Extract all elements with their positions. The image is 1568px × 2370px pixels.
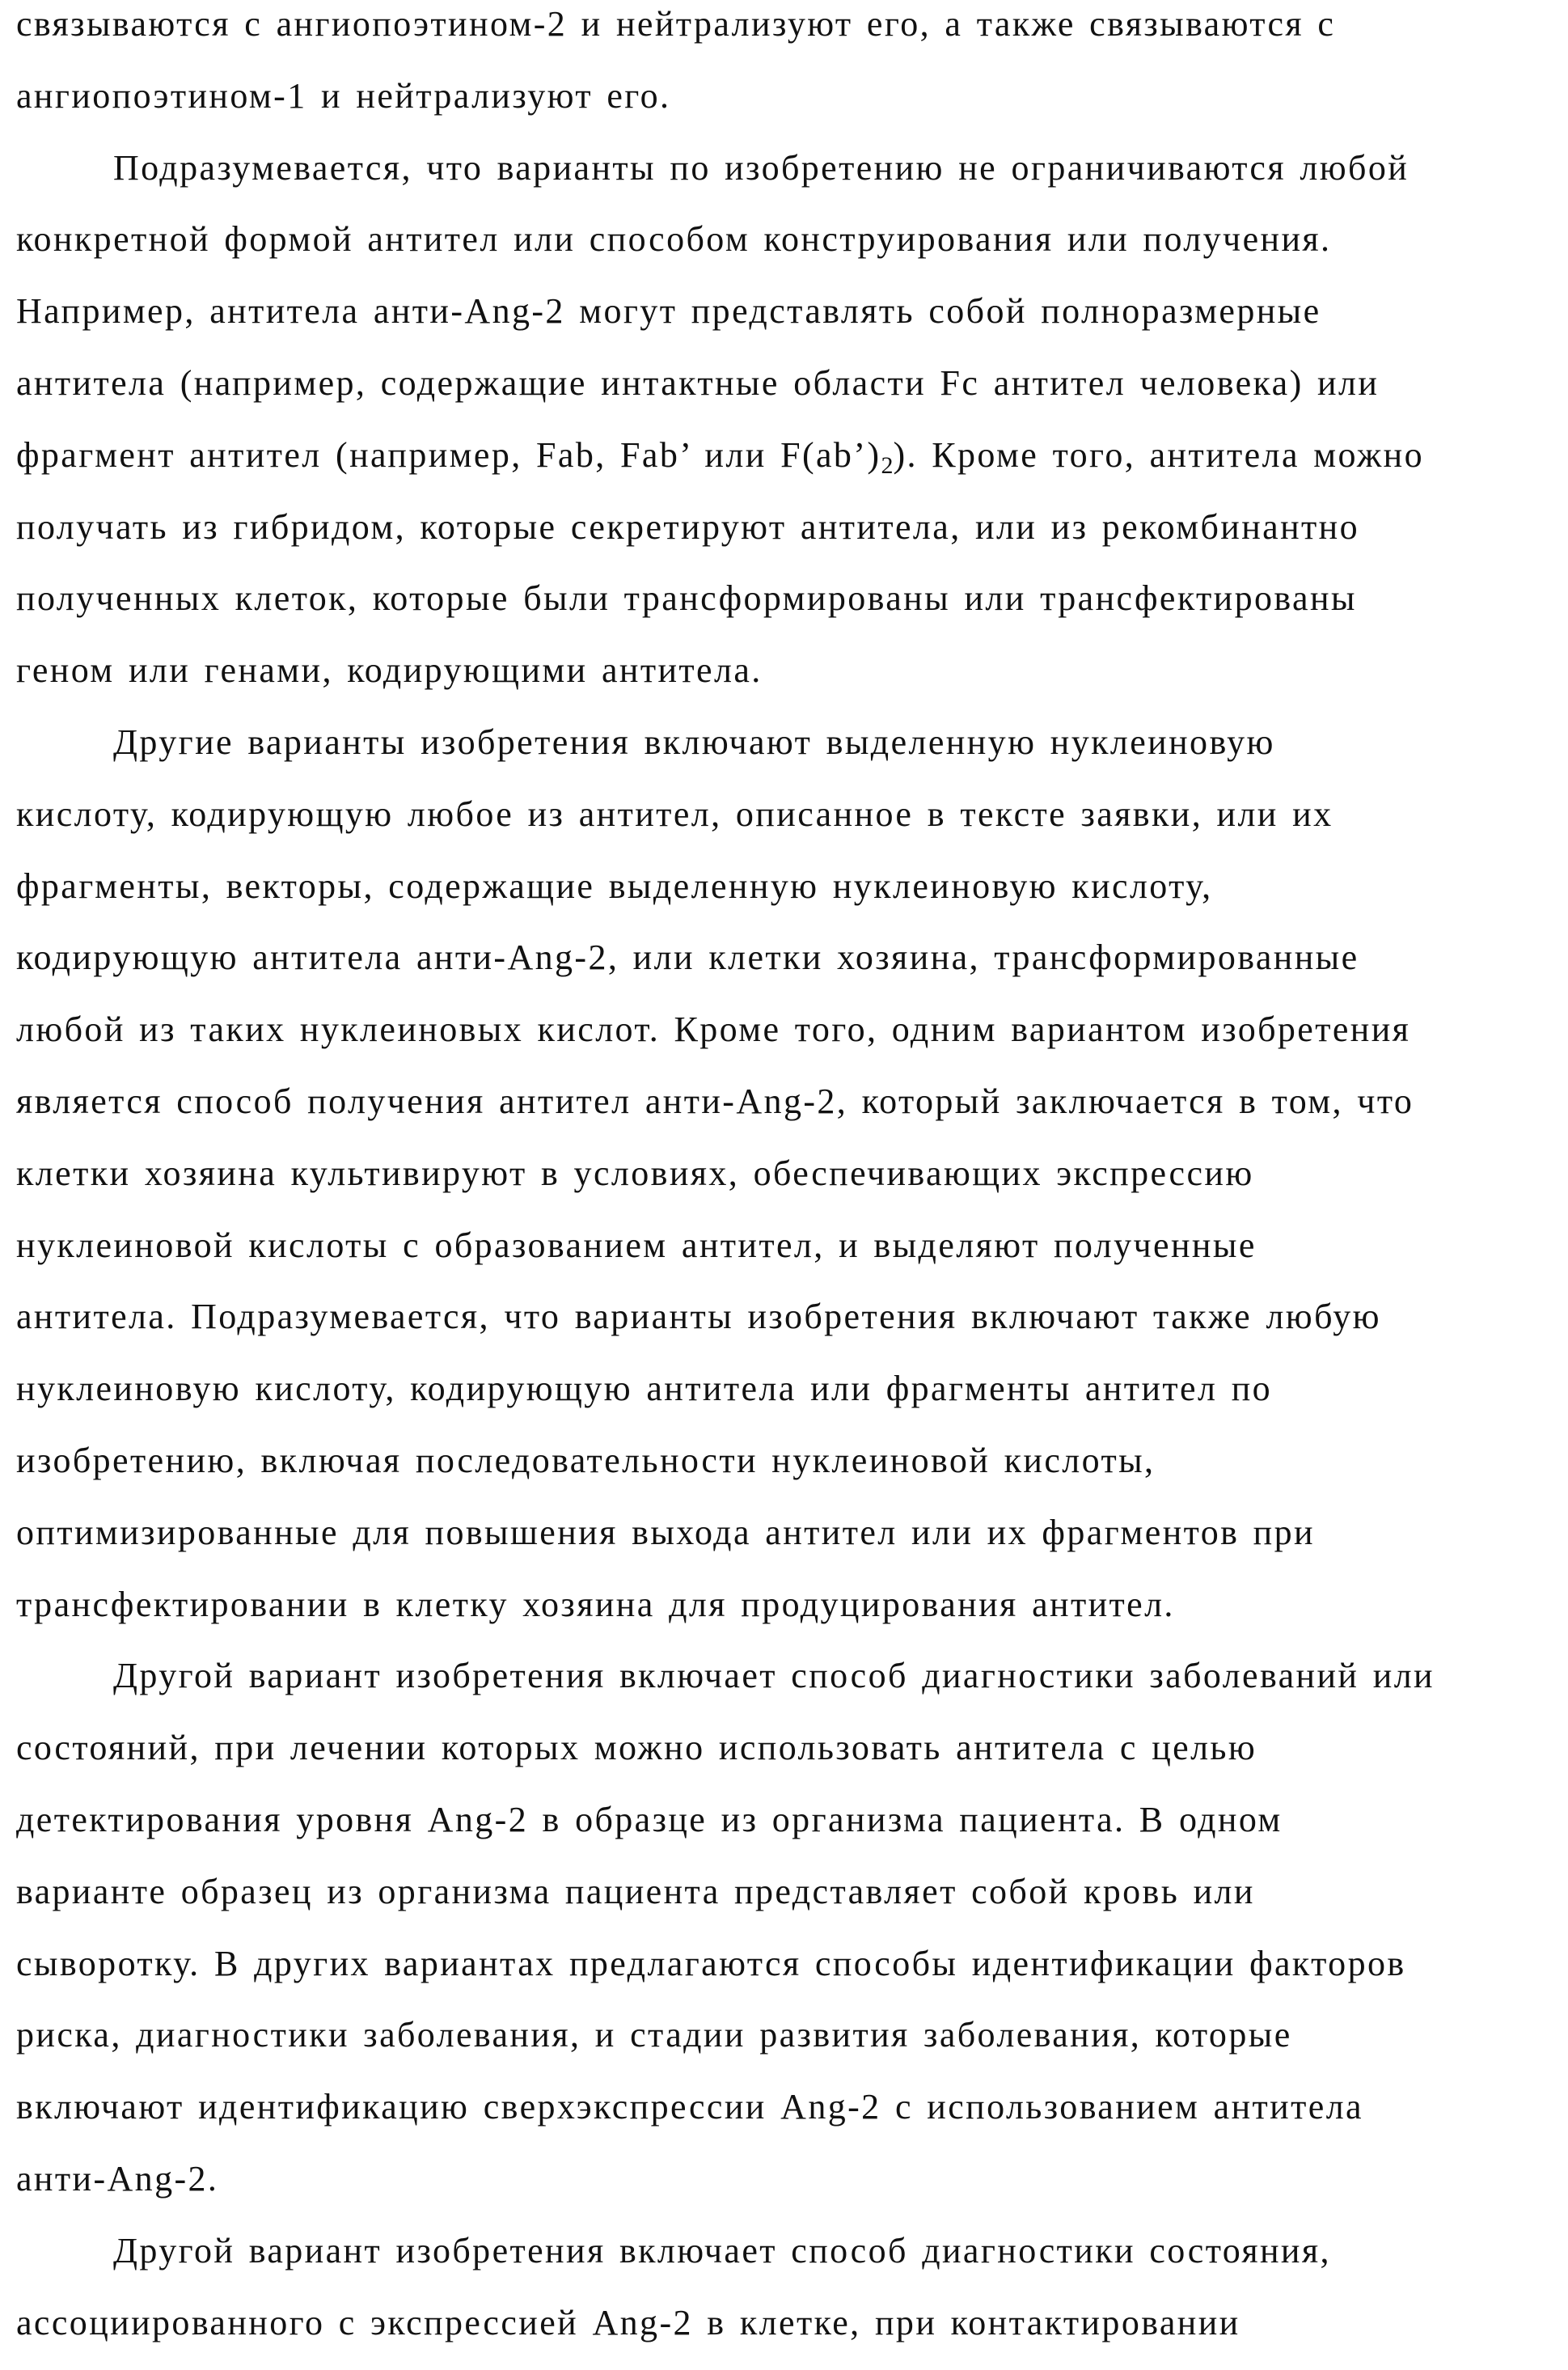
text-line: включают идентификацию сверхэкспрессии Ang-2 с использованием антитела	[16, 2087, 1363, 2127]
text-line: нуклеиновой кислоты с образованием антител, и выделяют полученные	[16, 1225, 1257, 1265]
text-line: риска, диагностики заболевания, и стадии развития заболевания, которые	[16, 2015, 1292, 2055]
text-line: антитела. Подразумевается, что варианты изобретения включают также любую	[16, 1297, 1381, 1336]
text-line: Например, антитела анти-Ang-2 могут представлять собой полноразмерные	[16, 291, 1321, 331]
text-line: оптимизированные для повышения выхода антител или их фрагментов при	[16, 1513, 1315, 1552]
text-line: фрагменты, векторы, содержащие выделенную нуклеиновую кислоту,	[16, 866, 1213, 906]
paragraph-first-line: Другие варианты изобретения включают выделенную нуклеиновую	[113, 722, 1275, 762]
paragraph-first-line: Подразумевается, что варианты по изобретению не ограничиваются любой	[113, 148, 1410, 188]
text-line: связываются с ангиопоэтином-2 и нейтрализуют его, а также связываются с	[16, 4, 1336, 44]
text-segment: ). Кроме того, антитела можно	[893, 435, 1424, 475]
text-line: сыворотку. В других вариантах предлагаются способы идентификации факторов	[16, 1944, 1406, 1983]
text-line: любой из таких нуклеиновых кислот. Кроме того, одним вариантом изобретения	[16, 1009, 1411, 1049]
text-line: изобретению, включая последовательности нуклеиновой кислоты,	[16, 1441, 1156, 1480]
text-line: детектирования уровня Ang-2 в образце из организма пациента. В одном	[16, 1800, 1283, 1839]
paragraph-first-line: Другой вариант изобретения включает способ диагностики состояния,	[113, 2231, 1331, 2271]
text-line: состояний, при лечении которых можно использовать антитела с целью	[16, 1728, 1257, 1767]
subscript: 2	[881, 452, 894, 479]
text-line: является способ получения антител анти-Ang-2, который заключается в том, что	[16, 1081, 1414, 1121]
text-line: ассоциированного с экспрессией Ang-2 в клетке, при контактировании	[16, 2303, 1240, 2342]
text-line: нуклеиновую кислоту, кодирующую антитела или фрагменты антител по	[16, 1369, 1273, 1408]
text-line: кодирующую антитела анти-Ang-2, или клетки хозяина, трансформированные	[16, 937, 1359, 977]
text-line: ангиопоэтином-1 и нейтрализуют его.	[16, 76, 671, 116]
text-line: кислоту, кодирующую любое из антител, описанное в тексте заявки, или их	[16, 794, 1333, 834]
text-line-with-subscript	[16, 431, 1424, 502]
text-line: геном или генами, кодирующими антитела.	[16, 650, 763, 690]
paragraph-first-line: Другой вариант изобретения включает способ диагностики заболеваний или	[113, 1656, 1435, 1695]
text-line: трансфектировании в клетку хозяина для продуцирования антител.	[16, 1585, 1175, 1624]
text-line: полученных клеток, которые были трансформированы или трансфектированы	[16, 578, 1357, 618]
text-line: анти-Ang-2.	[16, 2159, 219, 2199]
text-line: получать из гибридом, которые секретируют антитела, или из рекомбинантно	[16, 507, 1359, 547]
text-line: антитела (например, содержащие интактные области Fc антител человека) или	[16, 363, 1380, 403]
text-line: конкретной формой антител или способом конструирования или получения.	[16, 219, 1332, 259]
text-segment: фрагмент антител (например, Fab, Fab’ или F(ab’)	[16, 435, 881, 475]
text-line: клетки хозяина культивируют в условиях, обеспечивающих экспрессию	[16, 1153, 1254, 1193]
text-line: варианте образец из организма пациента представляет собой кровь или	[16, 1872, 1255, 1911]
